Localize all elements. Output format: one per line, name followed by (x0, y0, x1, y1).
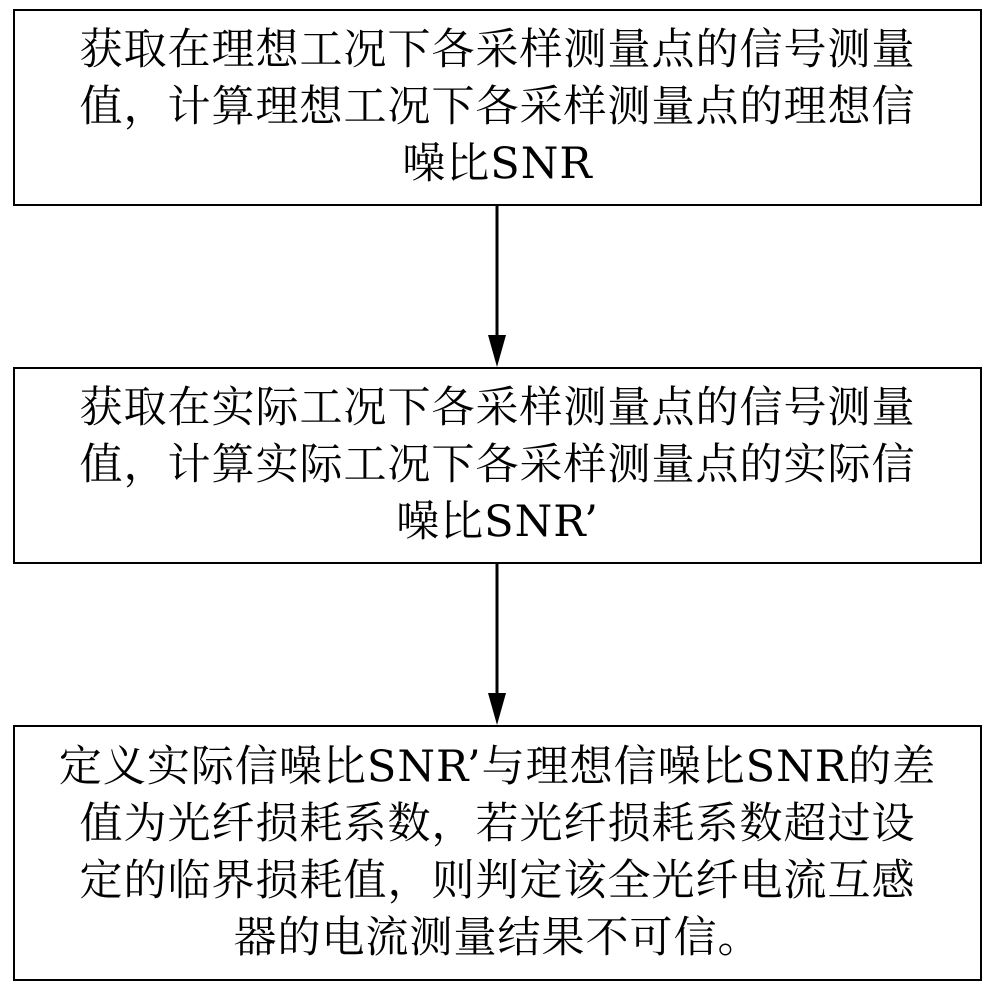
step-1-line-3: 噪比SNR (402, 139, 593, 189)
step-2-text (80, 380, 916, 551)
arrow-1-head (488, 335, 506, 367)
step-3-line-1: 定义实际信噪比SNR’与理想信噪比SNR的差 (58, 742, 937, 792)
step-2-line-3: 噪比SNR’ (396, 497, 599, 547)
step-1-line-1: 获取在理想工况下各采样测量点的信号测量 (79, 25, 916, 75)
arrow-2-to-3 (488, 564, 506, 725)
arrow-1-to-2 (488, 206, 506, 367)
step-2-line-2: 值，计算实际工况下各采样测量点的实际信 (79, 440, 916, 490)
step-3-line-3: 定的临界损耗值，则判定该全光纤电流互感 (79, 856, 916, 906)
step-3-line-4: 器的电流测量结果不可信。 (233, 913, 762, 963)
arrow-2-head (488, 693, 506, 725)
step-2-box (13, 367, 982, 564)
step-3-box (13, 725, 982, 981)
step-3-text (59, 739, 936, 967)
step-1-line-2: 值，计算理想工况下各采样测量点的理想信 (79, 82, 916, 132)
step-2-line-1: 获取在实际工况下各采样测量点的信号测量 (79, 383, 916, 433)
step-3-line-2: 值为光纤损耗系数，若光纤损耗系数超过设 (79, 799, 916, 849)
